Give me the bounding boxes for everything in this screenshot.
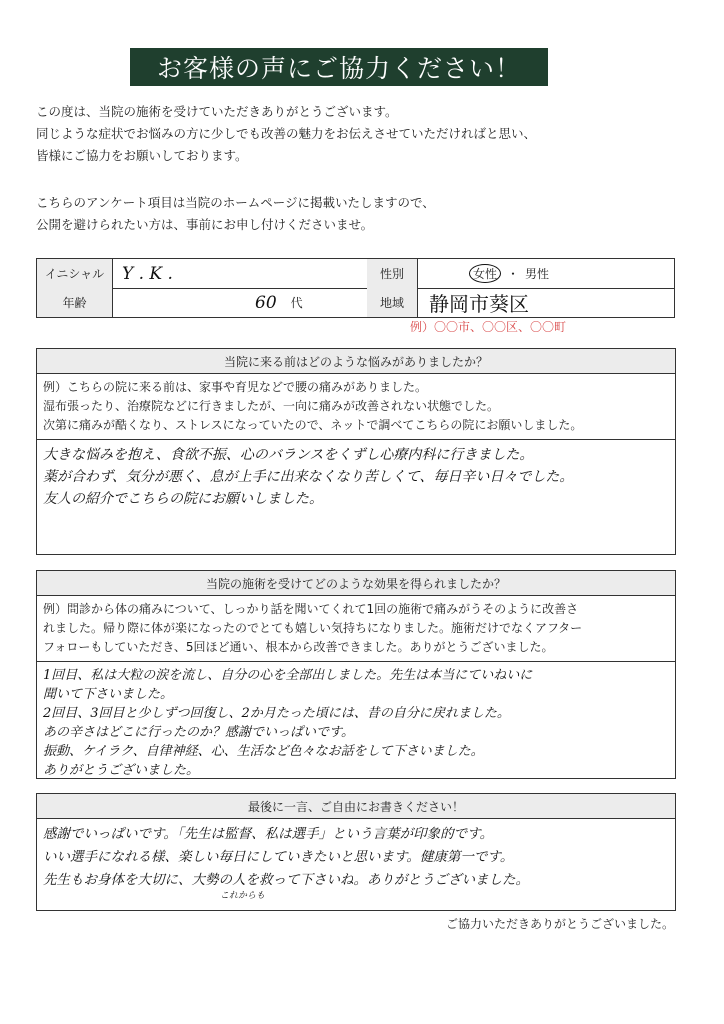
intro-line: 同じような症状でお悩みの方に少しでも改善の魅力をお伝えさせていただければと思い、 (36, 126, 537, 141)
section-free-comment (36, 793, 676, 911)
answer-line: いい選手になれる様、楽しい毎日にしていきたいと思います。健康第一です。 (43, 849, 514, 865)
gender-options (469, 259, 669, 288)
age-label: 年齢 (37, 288, 112, 317)
example-line: 例）問診から体の痛みについて、しっかり話を聞いてくれて1回の施術で痛みがうそのように改善さ (43, 602, 579, 616)
answer-line: 友人の紹介でこちらの院にお願いしました。 (43, 491, 323, 507)
section-heading: 最後に一言、ご自由にお書きください！ (37, 794, 675, 819)
answer-line: ありがとうございました。 (43, 763, 200, 778)
intro-line: 皆様にご協力をお願いしております。 (36, 148, 248, 163)
gender-male: 男性 (525, 267, 550, 281)
footer-thanks: ご協力いただきありがとうございました。 (445, 917, 674, 931)
gender-separator: ・ (507, 267, 520, 281)
answer-line: あの辛さはどこに行ったのか？感謝でいっぱいです。 (43, 725, 354, 740)
intro-line: この度は、当院の施術を受けていただきありがとうございます。 (36, 104, 398, 119)
answer-line: 先生もお身体を大切に、大勢の人を救って下さいね。ありがとうございました。 (43, 872, 529, 888)
handwritten-annotation: これからも (220, 891, 266, 901)
answer-line: 2回目、3回目と少しずつ回復し、2か月たった頃には、昔の自分に戻れました。 (43, 706, 510, 721)
gender-label: 性別 (367, 259, 417, 288)
answer-line: 薬が合わず、気分が悪く、息が上手に出来なくなり苦しくて、毎日辛い日々でした。 (43, 469, 574, 485)
section-answer (37, 440, 675, 514)
section-heading: 当院に来る前はどのような悩みがありましたか？ (37, 349, 675, 374)
intro-line: こちらのアンケート項目は当院のホームページに掲載いたしますので、 (36, 195, 435, 210)
example-line: れました。帰り際に体が楽になったのでとても嬉しい気持ちになりました。施術だけでなくアフター (43, 621, 583, 635)
region-example: 例）〇〇市、〇〇区、〇〇町 (410, 320, 567, 334)
example-line: フォローもしていただき、5回ほど通い、根本から改善できました。ありがとうございました。 (43, 640, 554, 654)
section-example (37, 596, 675, 662)
answer-line: 聞いて下さいました。 (43, 687, 174, 702)
age-value-group (255, 288, 365, 317)
region-value: 静岡市葵区 (429, 292, 529, 316)
initial-label: イニシャル (37, 259, 112, 288)
age-suffix: 代 (290, 296, 303, 310)
intro-paragraph-1 (36, 101, 676, 167)
example-line: 湿布張ったり、治療院などに行きましたが、一向に痛みが改善されない状態でした。 (43, 399, 500, 413)
intro-line: 公開を避けられたい方は、事前にお申し付けくださいませ。 (36, 217, 374, 232)
section-answer (37, 662, 675, 784)
divider (112, 259, 113, 317)
intro-paragraph-2 (36, 192, 676, 236)
answer-line: 大きな悩みを抱え、食欲不振、心のバランスをくずし心療内科に行きました。 (43, 447, 534, 463)
section-example (37, 374, 675, 440)
section-effects (36, 570, 676, 779)
region-label: 地域 (367, 288, 417, 317)
answer-line: 振動、ケイラク、自律神経、心、生活など色々なお話をして下さいました。 (43, 744, 484, 759)
age-value: 60 (255, 292, 277, 313)
page-title: お客様の声にご協力ください！ (130, 48, 548, 86)
divider (417, 259, 418, 317)
answer-line: 感謝でいっぱいです。「先生は監督、私は選手」という言葉が印象的です。 (43, 826, 494, 842)
section-answer (37, 819, 675, 896)
section-before-visit (36, 348, 676, 555)
section-heading: 当院の施術を受けてどのような効果を得られましたか？ (37, 571, 675, 596)
info-table (36, 258, 675, 318)
gender-female: 女性 (469, 264, 501, 283)
example-line: 例）こちらの院に来る前は、家事や育児などで腰の痛みがありました。 (43, 380, 428, 394)
example-line: 次第に痛みが酷くなり、ストレスになっていたので、ネットで調べてこちらの院にお願いしました。 (43, 418, 583, 432)
initial-value: Y . K . (122, 263, 173, 284)
answer-line: 1回目、私は大粒の涙を流し、自分の心を全部出しました。先生は本当にていねいに (43, 668, 533, 683)
